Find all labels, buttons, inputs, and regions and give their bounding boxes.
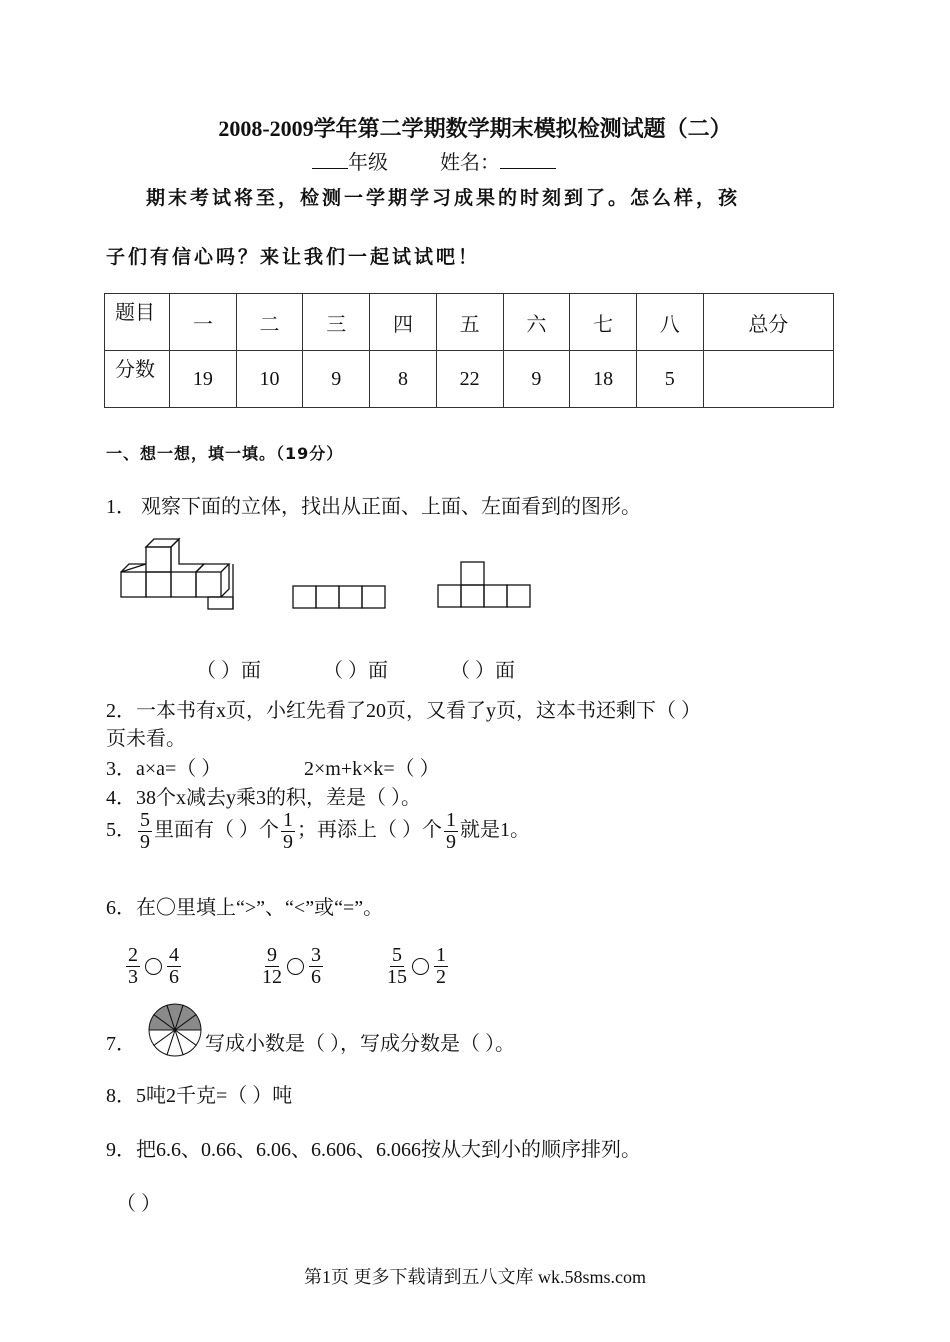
fraction: [167, 945, 181, 988]
denominator: 2: [436, 966, 446, 988]
cube-solid-figure: [118, 538, 243, 613]
denominator: 12: [262, 966, 282, 988]
name-label: 姓名：: [440, 152, 500, 174]
compare-circle[interactable]: [287, 958, 304, 975]
numerator: 1: [446, 809, 456, 831]
denominator: 9: [283, 831, 293, 853]
denominator: 6: [169, 966, 179, 988]
question-2: 2．一本书有x页，小红先看了20页，又看了y页，这本书还剩下（ ）: [106, 700, 701, 722]
fraction: [281, 810, 295, 853]
table-cell: 18: [570, 351, 637, 408]
q5-text-3: 就是1。: [460, 819, 530, 842]
question-6: 6．在〇里填上“>”、“<”或“=”。: [106, 897, 384, 919]
score-table-header-row: [105, 294, 834, 351]
fraction: [387, 945, 407, 988]
view-figure-row: [292, 585, 388, 609]
numerator: 4: [169, 944, 179, 966]
question-7: 写成小数是（ ），写成分数是（ ）。: [205, 1033, 515, 1055]
table-cell: 10: [236, 351, 303, 408]
table-cell: 三: [303, 294, 370, 351]
q1-answer-front[interactable]: （ ）面: [196, 660, 261, 682]
question-9: 9．把6.6、0.66、6.06、6.606、6.066按从大到小的顺序排列。: [106, 1139, 641, 1161]
table-cell: 总分: [703, 294, 833, 351]
question-2-continued: 页未看。: [106, 728, 186, 750]
table-cell: 二: [236, 294, 303, 351]
fraction: [262, 945, 282, 988]
table-cell: 八: [636, 294, 703, 351]
fraction: [126, 945, 140, 988]
table-cell: 七: [570, 294, 637, 351]
numerator: 3: [311, 944, 321, 966]
fraction: [434, 945, 448, 988]
grade-blank[interactable]: [312, 150, 348, 169]
score-table-score-row: [105, 351, 834, 408]
question-5: [106, 810, 530, 853]
table-cell: 5: [636, 351, 703, 408]
question-9-answer[interactable]: （ ）: [116, 1193, 161, 1215]
numerator: 1: [283, 809, 293, 831]
table-cell: 六: [503, 294, 570, 351]
compare-pair-2: [260, 945, 325, 988]
compare-circle[interactable]: [412, 958, 429, 975]
fraction: [138, 810, 152, 853]
compare-pair-3: [385, 945, 450, 988]
table-cell: 19: [170, 351, 237, 408]
question-3b: 2×m+k×k=（ ）: [304, 758, 440, 780]
table-cell: 9: [503, 351, 570, 408]
shaded-circle-figure: [145, 1002, 205, 1058]
page-title: 2008-2009学年第二学期数学期末模拟检测试题（二）: [218, 116, 732, 141]
denominator: 9: [446, 831, 456, 853]
view-figure-t-shape: [437, 561, 533, 609]
table-cell: 9: [303, 351, 370, 408]
table-cell: 分数: [105, 351, 170, 408]
grade-name-line: [312, 146, 556, 175]
table-cell: 8: [370, 351, 437, 408]
compare-pair-1: [124, 945, 183, 988]
fraction: [444, 810, 458, 853]
question-1: 1． 观察下面的立体，找出从正面、上面、左面看到的图形。: [106, 496, 641, 518]
table-cell: 五: [436, 294, 503, 351]
q1-answer-top[interactable]: （ ）面: [323, 660, 388, 682]
question-4: 4．38个x减去y乘3的积，差是（ ）。: [106, 787, 421, 809]
denominator: 9: [140, 831, 150, 853]
denominator: 3: [128, 966, 138, 988]
numerator: 2: [128, 944, 138, 966]
numerator: 9: [267, 944, 277, 966]
q1-answer-left[interactable]: （ ）面: [450, 660, 515, 682]
total-score-cell[interactable]: [703, 351, 833, 408]
table-cell: 四: [370, 294, 437, 351]
numerator: 5: [392, 944, 402, 966]
fraction: [309, 945, 323, 988]
table-cell: 一: [170, 294, 237, 351]
table-cell: 题目: [105, 294, 170, 351]
numerator: 5: [140, 809, 150, 831]
numerator: 1: [436, 944, 446, 966]
name-blank[interactable]: [500, 150, 556, 169]
q5-text-2: ；再添上（ ）个: [297, 819, 442, 842]
denominator: 6: [311, 966, 321, 988]
question-3a: 3．a×a=（ ）: [106, 758, 222, 780]
table-cell: 22: [436, 351, 503, 408]
question-7-prefix: 7．: [106, 1033, 136, 1055]
intro-line-1: 期末考试将至，检测一学期学习成果的时刻到了。怎么样，孩: [146, 187, 741, 209]
page-footer: 第1页 更多下载请到五八文库 wk.58sms.com: [304, 1267, 646, 1287]
score-table: [104, 293, 834, 408]
question-8: 8．5吨2千克=（ ）吨: [106, 1085, 293, 1107]
q5-text-1: 里面有（ ）个: [154, 819, 279, 842]
q5-prefix: 5．: [106, 819, 136, 842]
denominator: 15: [387, 966, 407, 988]
section-1-title: 一、想一想，填一填。（19分）: [106, 444, 344, 463]
compare-circle[interactable]: [145, 958, 162, 975]
grade-label: 年级: [348, 152, 388, 174]
intro-line-2: 子们有信心吗？来让我们一起试试吧！: [106, 246, 481, 268]
